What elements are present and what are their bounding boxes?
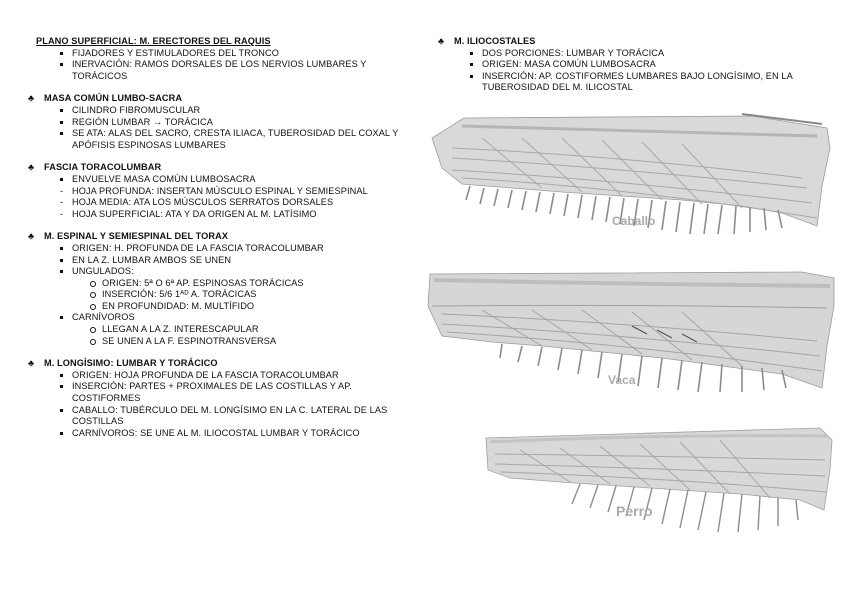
list-item: CILINDRO FIBROMUSCULAR [60, 105, 416, 117]
list-item: DOS PORCIONES: LUMBAR Y TORÁCICA [470, 48, 836, 60]
caballo-illustration [422, 108, 840, 238]
club-icon: ♣ [438, 36, 445, 46]
figure-label-perro: Perro [616, 503, 653, 519]
longisimo-heading: M. LONGÍSIMO: LUMBAR Y TORÁCICO [44, 358, 218, 369]
list-item: FIJADORES Y ESTIMULADORES DEL TRONCO [60, 48, 416, 60]
longisimo-section [28, 358, 416, 439]
list-item: CARNÍVOROS: SE UNE AL M. ILIOCOSTAL LUMBAR Y TORÁCICO [60, 428, 416, 440]
list-item: CABALLO: TUBÉRCULO DEL M. LONGÍSIMO EN LA C. LATERAL DE LAS COSTILLAS [60, 405, 416, 428]
list-item: SE ATA: ALAS DEL SACRO, CRESTA ILIACA, TUBEROSIDAD DEL COXAL Y APÓFISIS ESPINOSAS LUMBARES [60, 128, 416, 151]
ungulados-label: UNGULADOS: [72, 266, 134, 277]
sub-list-item: SE UNEN A LA F. ESPINOTRANSVERSA [90, 336, 416, 348]
list-item: - HOJA MEDIA: ATA LOS MÚSCULOS SERRATOS DORSALES [60, 197, 416, 209]
list-item [60, 312, 416, 347]
list-item: EN LA Z. LUMBAR AMBOS SE UNEN [60, 255, 416, 267]
espinal-section [28, 231, 416, 347]
left-column [28, 36, 416, 450]
espinal-heading: M. ESPINAL Y SEMIESPINAL DEL TORAX [44, 231, 229, 242]
list-item: - HOJA PROFUNDA: INSERTAN MÚSCULO ESPINAL Y SEMIESPINAL [60, 186, 416, 198]
page-title: PLANO SUPERFICIAL: M. ERECTORES DEL RAQUIS [36, 36, 271, 46]
fascia-heading: FASCIA TORACOLUMBAR [44, 162, 162, 173]
list-item: REGIÓN LUMBAR → TORÁCICA [60, 117, 416, 129]
section-heading [28, 162, 416, 174]
list-item [60, 266, 416, 312]
list-item: - HOJA SUPERFICIAL: ATA Y DA ORIGEN AL M. LATÍSIMO [60, 209, 416, 221]
right-column [438, 36, 836, 105]
iliocostales-section [438, 36, 836, 94]
figure-label-vaca: Vaca [608, 373, 636, 387]
section-heading [28, 231, 416, 243]
list-item: INSERCIÓN: AP. COSTIFORMES LUMBARES BAJO LONGÍSIMO, EN LA TUBEROSIDAD DEL M. ILICOSTAL [470, 71, 836, 94]
sub-list-item: LLEGAN A LA Z. INTERESCAPULAR [90, 324, 416, 336]
carnivoros-label: CARNÍVOROS [72, 312, 135, 323]
sub-list-item: INSERCIÓN: 5/6 1ᴬᴰ A. TORÁCICAS [90, 289, 416, 301]
iliocostales-heading: M. ILIOCOSTALES [454, 36, 536, 46]
sub-list-item: EN PROFUNDIDAD: M. MULTÍFIDO [90, 301, 416, 313]
list-item: INERVACIÓN: RAMOS DORSALES DE LOS NERVIOS LUMBARES Y TORÁCICOS [60, 59, 416, 82]
list-item: ORIGEN: HOJA PROFUNDA DE LA FASCIA TORACOLUMBAR [60, 370, 416, 382]
section-heading [28, 93, 416, 105]
club-icon: ♣ [28, 93, 35, 104]
figure-label-caballo: Caballo [612, 214, 656, 228]
sub-list-item: ORIGEN: 5ª O 6ª AP. ESPINOSAS TORÁCICAS [90, 278, 416, 290]
vaca-illustration [422, 266, 840, 396]
club-icon: ♣ [28, 162, 35, 173]
list-item: ORIGEN: H. PROFUNDA DE LA FASCIA TORACOLUMBAR [60, 243, 416, 255]
section-heading [438, 36, 836, 48]
club-icon: ♣ [28, 231, 35, 242]
list-item: ENVUELVE MASA COMÚN LUMBOSACRA [60, 174, 416, 186]
section-heading [28, 358, 416, 370]
perro-illustration [480, 420, 840, 550]
masa-heading: MASA COMÚN LUMBO-SACRA [44, 93, 183, 104]
intro-section [36, 36, 416, 82]
club-icon: ♣ [28, 358, 35, 369]
masa-section [28, 93, 416, 151]
list-item: INSERCIÓN: PARTES + PROXIMALES DE LAS COSTILLAS Y AP. COSTIFORMES [60, 381, 416, 404]
list-item: ORIGEN: MASA COMÚN LUMBOSACRA [470, 59, 836, 71]
fascia-section [28, 162, 416, 220]
